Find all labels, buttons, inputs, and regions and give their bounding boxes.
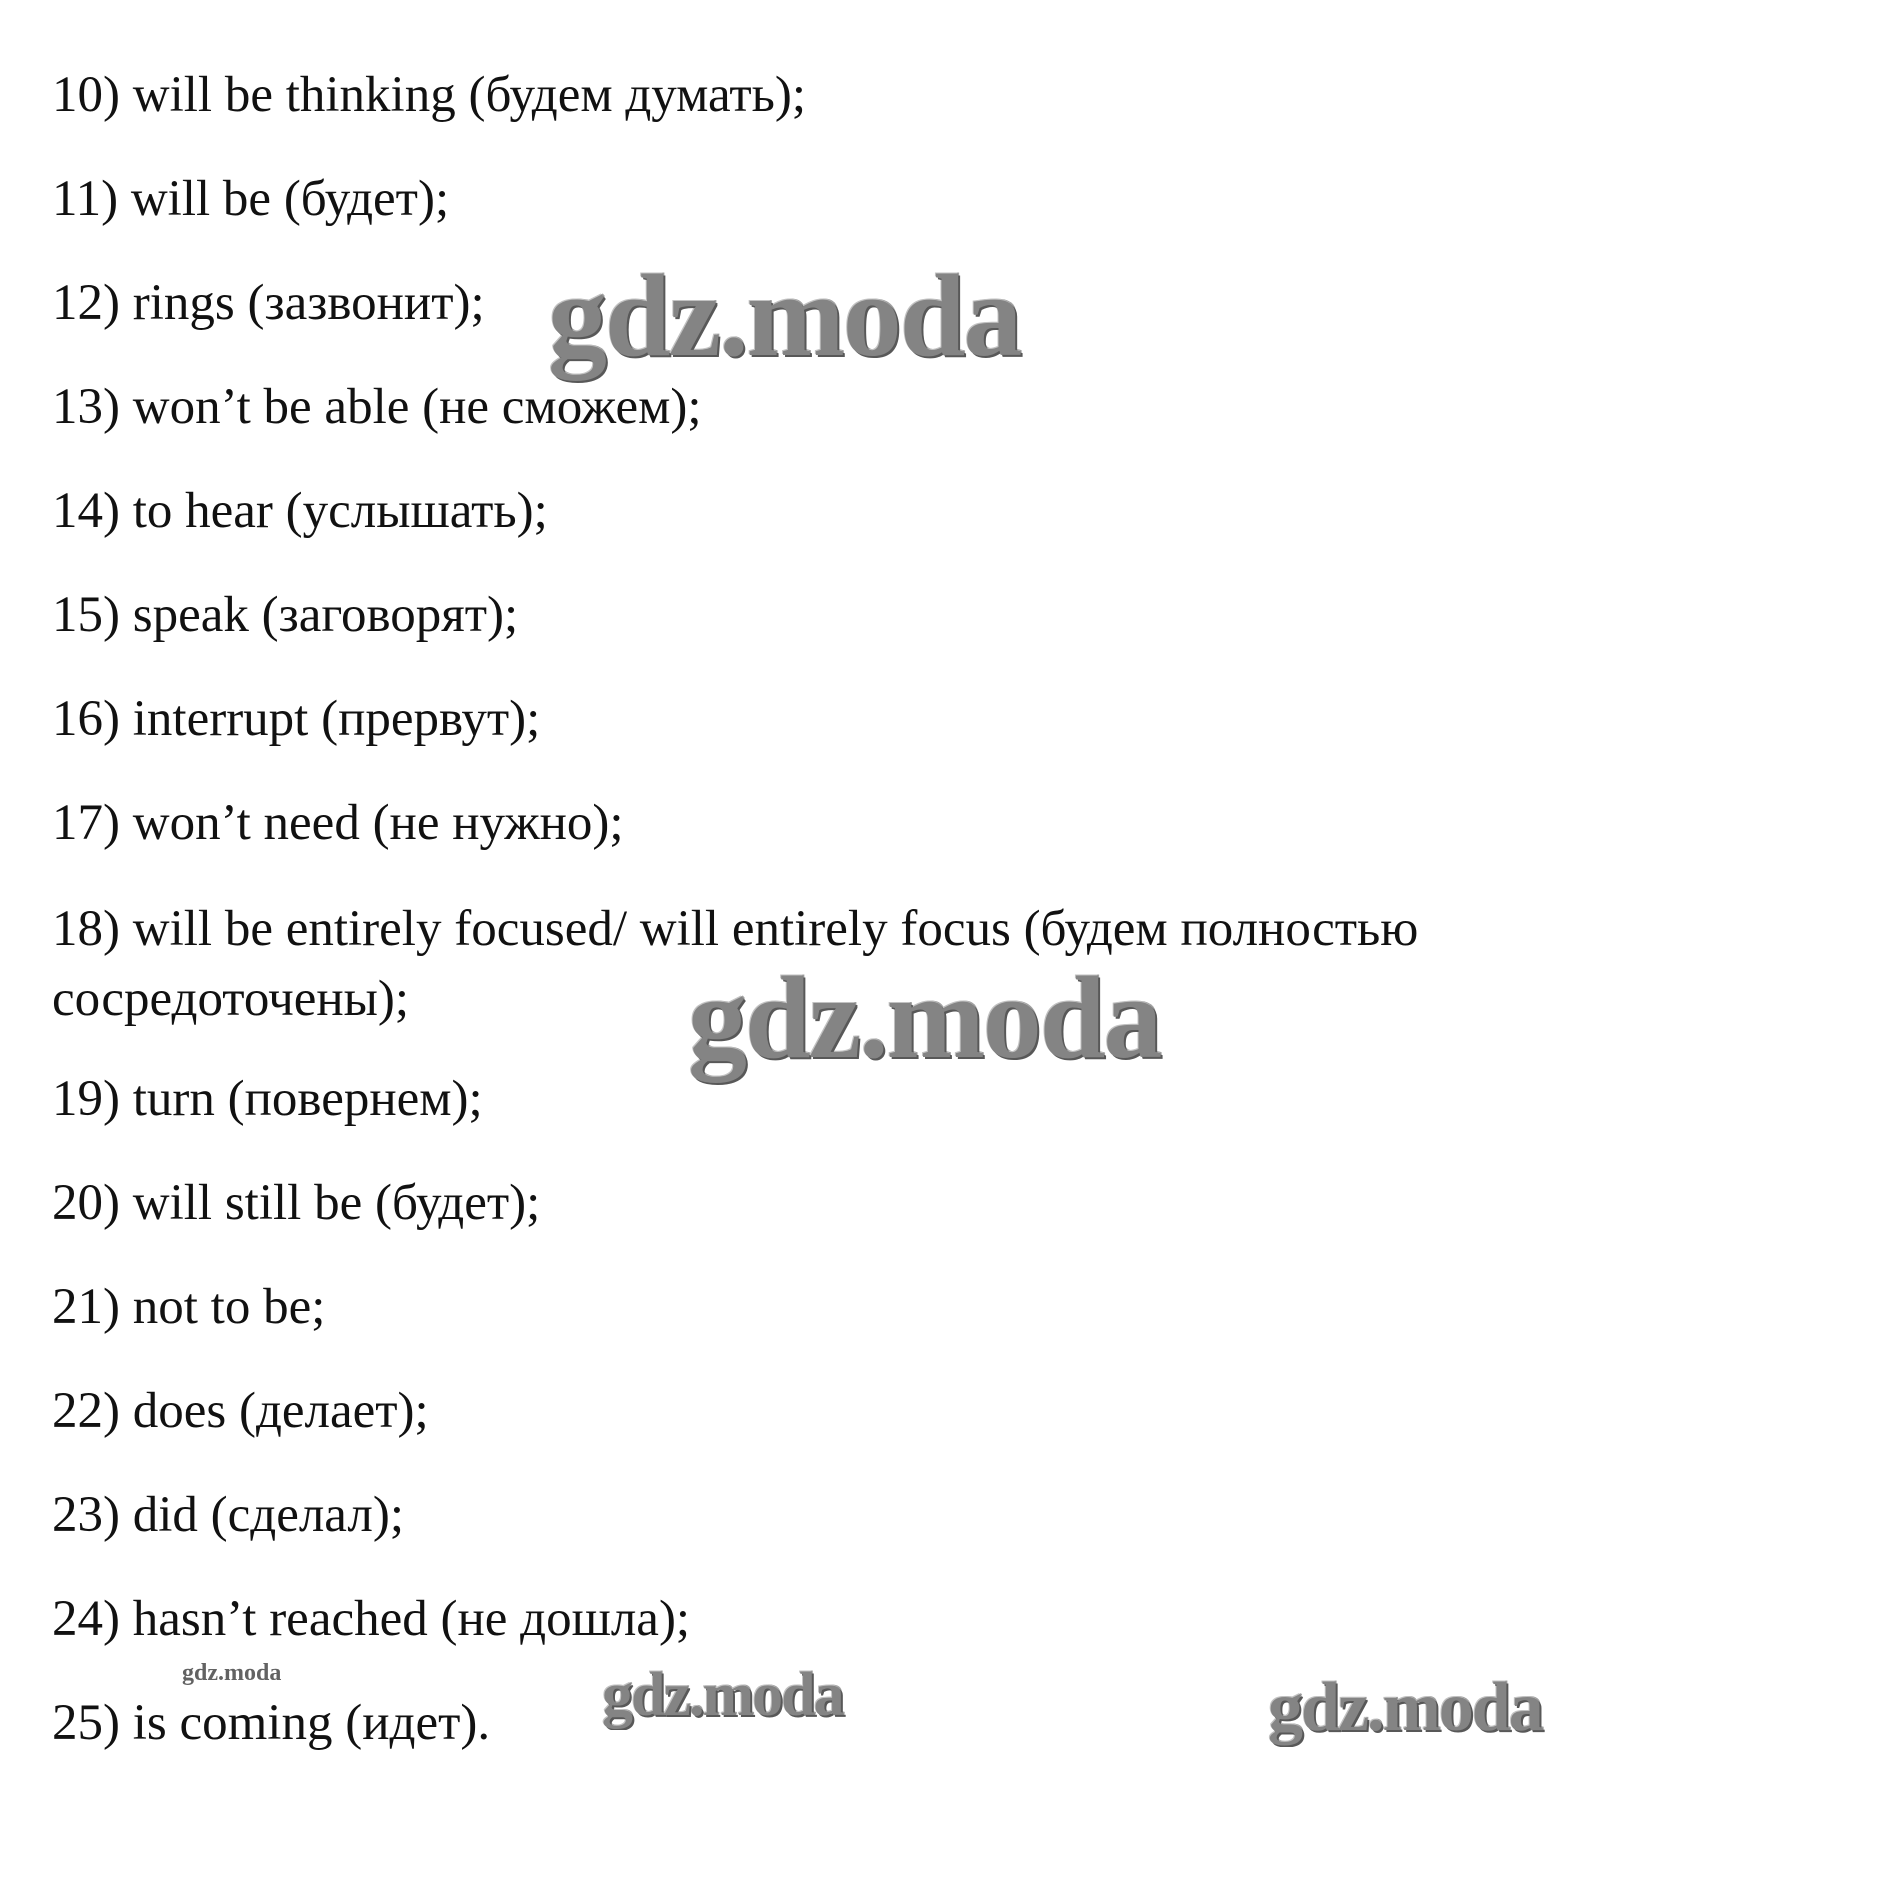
answer-11: 11) will be (будет); — [52, 171, 450, 227]
watermark-logo: gdz.moda — [548, 250, 1021, 381]
answer-12: 12) rings (зазвонит); — [52, 275, 485, 331]
answer-23: 23) did (сделал); — [52, 1487, 404, 1543]
answer-15: 15) speak (заговорят); — [52, 587, 519, 643]
watermark-logo: gdz.moda — [182, 1660, 282, 1686]
answer-14: 14) to hear (услышать); — [52, 483, 548, 539]
answer-21: 21) not to be; — [52, 1279, 326, 1335]
answer-24: 24) hasn’t reached (не дошла); — [52, 1591, 691, 1647]
watermark-logo: gdz.moda — [602, 1661, 843, 1729]
answer-22: 22) does (делает); — [52, 1383, 429, 1439]
answer-19: 19) turn (повернем); — [52, 1071, 483, 1127]
watermark-logo: gdz.moda — [688, 952, 1161, 1083]
answer-16: 16) interrupt (прервут); — [52, 691, 541, 747]
answer-17: 17) won’t need (не нужно); — [52, 795, 624, 851]
watermark-logo: gdz.moda — [1268, 1669, 1542, 1746]
answer-18: 18) will be entirely focused/ will entirely focus (будем полностью сосредоточены); — [52, 901, 1419, 1027]
answer-10: 10) will be thinking (будем думать); — [52, 67, 807, 123]
answer-25: 25) is coming (идет). — [52, 1695, 491, 1751]
answer-13: 13) won’t be able (не сможем); — [52, 379, 702, 435]
answer-20: 20) will still be (будет); — [52, 1175, 541, 1231]
